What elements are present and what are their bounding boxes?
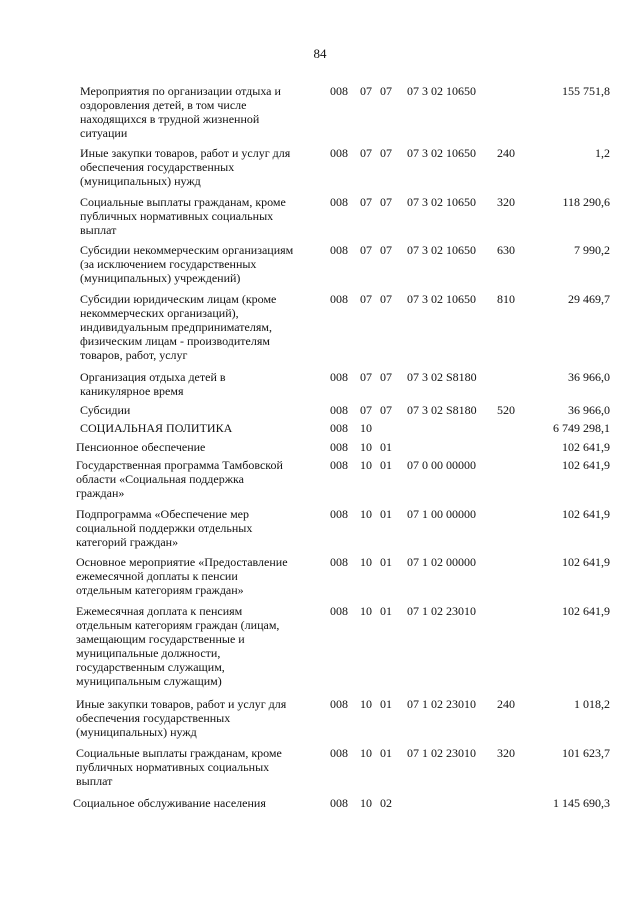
target-article-code: 07 0 00 00000 bbox=[407, 458, 476, 472]
row-name-line: находящихся в трудной жизненной bbox=[80, 112, 260, 126]
amount-value: 1 145 690,3 bbox=[553, 796, 610, 810]
subsection-code: 01 bbox=[380, 507, 392, 521]
grbs-code: 008 bbox=[330, 292, 348, 306]
row-name-line: каникулярное время bbox=[80, 384, 184, 398]
row-name-line: Пенсионное обеспечение bbox=[76, 440, 206, 454]
row-name-line: Субсидии bbox=[80, 403, 131, 417]
section-code: 10 bbox=[360, 507, 372, 521]
row-name-line: области «Социальная поддержка bbox=[76, 472, 244, 486]
grbs-code: 008 bbox=[330, 604, 348, 618]
grbs-code: 008 bbox=[330, 195, 348, 209]
amount-value: 101 623,7 bbox=[562, 746, 610, 760]
grbs-code: 008 bbox=[330, 697, 348, 711]
subsection-code: 01 bbox=[380, 697, 392, 711]
row-name bbox=[76, 555, 314, 597]
subsection-code: 07 bbox=[380, 292, 392, 306]
grbs-code: 008 bbox=[330, 458, 348, 472]
row-name-line: Субсидии некоммерческим организациям bbox=[80, 243, 294, 257]
row-name-line: граждан» bbox=[76, 486, 125, 500]
subsection-code: 07 bbox=[380, 403, 392, 417]
row-name-line: Мероприятия по организации отдыха и bbox=[80, 84, 281, 98]
amount-value: 1,2 bbox=[595, 146, 610, 160]
grbs-code: 008 bbox=[330, 746, 348, 760]
section-code: 10 bbox=[360, 440, 372, 454]
grbs-code: 008 bbox=[330, 440, 348, 454]
amount-value: 29 469,7 bbox=[568, 292, 610, 306]
section-code: 10 bbox=[360, 555, 372, 569]
target-article-code: 07 1 02 23010 bbox=[407, 746, 476, 760]
row-name-line: выплат bbox=[76, 774, 113, 788]
target-article-code: 07 1 02 23010 bbox=[407, 697, 476, 711]
row-name-line: ситуации bbox=[80, 126, 128, 140]
row-name-line: публичных нормативных социальных bbox=[76, 760, 270, 774]
target-article-code: 07 3 02 10650 bbox=[407, 292, 476, 306]
grbs-code: 008 bbox=[330, 796, 348, 810]
subsection-code: 01 bbox=[380, 746, 392, 760]
row-name-line: Государственная программа Тамбовской bbox=[76, 458, 283, 472]
amount-value: 155 751,8 bbox=[562, 84, 610, 98]
row-name-line: государственным служащим, bbox=[76, 660, 225, 674]
subsection-code: 07 bbox=[380, 84, 392, 98]
grbs-code: 008 bbox=[330, 370, 348, 384]
section-code: 07 bbox=[360, 370, 372, 384]
row-name bbox=[80, 403, 318, 417]
row-name bbox=[76, 697, 314, 739]
section-code: 07 bbox=[360, 195, 372, 209]
row-name-line: физическим лицам - производителям bbox=[80, 334, 270, 348]
row-name-line: обеспечения государственных bbox=[80, 160, 235, 174]
grbs-code: 008 bbox=[330, 146, 348, 160]
grbs-code: 008 bbox=[330, 243, 348, 257]
amount-value: 118 290,6 bbox=[562, 195, 610, 209]
section-code: 07 bbox=[360, 146, 372, 160]
grbs-code: 008 bbox=[330, 403, 348, 417]
row-name-line: Организация отдыха детей в bbox=[80, 370, 226, 384]
section-code: 07 bbox=[360, 84, 372, 98]
expense-type-code: 240 bbox=[497, 697, 515, 711]
section-code: 10 bbox=[360, 697, 372, 711]
row-name bbox=[80, 292, 318, 362]
row-name bbox=[80, 243, 318, 285]
page-number: 84 bbox=[313, 46, 327, 61]
row-name bbox=[80, 195, 318, 237]
grbs-code: 008 bbox=[330, 507, 348, 521]
row-name-line: публичных нормативных социальных bbox=[80, 209, 274, 223]
grbs-code: 008 bbox=[330, 421, 348, 435]
row-name-line: отдельным категориям граждан (лицам, bbox=[76, 618, 280, 632]
subsection-code: 07 bbox=[380, 370, 392, 384]
amount-value: 102 641,9 bbox=[562, 507, 610, 521]
expense-type-code: 810 bbox=[497, 292, 515, 306]
target-article-code: 07 3 02 10650 bbox=[407, 84, 476, 98]
expense-type-code: 320 bbox=[497, 746, 515, 760]
section-code: 07 bbox=[360, 403, 372, 417]
row-name-line: выплат bbox=[80, 223, 117, 237]
row-name-line: ежемесячной доплаты к пенсии bbox=[76, 569, 238, 583]
row-name-line: Иные закупки товаров, работ и услуг для bbox=[80, 146, 291, 160]
row-name-line: товаров, работ, услуг bbox=[80, 348, 188, 362]
row-name-line: Иные закупки товаров, работ и услуг для bbox=[76, 697, 287, 711]
subsection-code: 07 bbox=[380, 146, 392, 160]
amount-value: 102 641,9 bbox=[562, 604, 610, 618]
amount-value: 102 641,9 bbox=[562, 458, 610, 472]
row-name bbox=[73, 796, 311, 810]
row-name-line: (муниципальных) нужд bbox=[76, 725, 197, 739]
row-name-line: Ежемесячная доплата к пенсиям bbox=[76, 604, 243, 618]
subsection-code: 07 bbox=[380, 243, 392, 257]
target-article-code: 07 1 02 23010 bbox=[407, 604, 476, 618]
expense-type-code: 240 bbox=[497, 146, 515, 160]
amount-value: 1 018,2 bbox=[574, 697, 610, 711]
row-name-line: Социальные выплаты гражданам, кроме bbox=[80, 195, 286, 209]
subsection-code: 02 bbox=[380, 796, 392, 810]
section-code: 10 bbox=[360, 458, 372, 472]
subsection-code: 01 bbox=[380, 440, 392, 454]
row-name-line: (муниципальных) учреждений) bbox=[80, 271, 241, 285]
row-name-line: индивидуальным предпринимателям, bbox=[80, 320, 272, 334]
target-article-code: 07 3 02 10650 bbox=[407, 195, 476, 209]
row-name bbox=[80, 146, 318, 188]
row-name bbox=[76, 746, 314, 788]
row-name-line: Социальные выплаты гражданам, кроме bbox=[76, 746, 282, 760]
row-name-line: обеспечения государственных bbox=[76, 711, 231, 725]
row-name-line: отдельным категориям граждан» bbox=[76, 583, 244, 597]
subsection-code: 01 bbox=[380, 555, 392, 569]
row-name-line: Подпрограмма «Обеспечение мер bbox=[76, 507, 249, 521]
row-name bbox=[80, 84, 318, 140]
row-name-line: замещающим государственные и bbox=[76, 632, 245, 646]
row-name bbox=[80, 421, 318, 435]
row-name bbox=[80, 370, 318, 398]
amount-value: 102 641,9 bbox=[562, 555, 610, 569]
amount-value: 7 990,2 bbox=[574, 243, 610, 257]
grbs-code: 008 bbox=[330, 84, 348, 98]
row-name-line: Социальное обслуживание населения bbox=[73, 796, 266, 810]
row-name-line: муниципальные должности, bbox=[76, 646, 221, 660]
row-name-line: СОЦИАЛЬНАЯ ПОЛИТИКА bbox=[80, 421, 233, 435]
section-code: 10 bbox=[360, 421, 372, 435]
target-article-code: 07 3 02 10650 bbox=[407, 146, 476, 160]
section-code: 10 bbox=[360, 796, 372, 810]
section-code: 07 bbox=[360, 243, 372, 257]
row-name bbox=[76, 604, 314, 688]
row-name-line: категорий граждан» bbox=[76, 535, 179, 549]
target-article-code: 07 1 02 00000 bbox=[407, 555, 476, 569]
row-name bbox=[76, 458, 314, 500]
subsection-code: 01 bbox=[380, 604, 392, 618]
row-name bbox=[76, 507, 314, 549]
expense-type-code: 320 bbox=[497, 195, 515, 209]
grbs-code: 008 bbox=[330, 555, 348, 569]
row-name-line: Основное мероприятие «Предоставление bbox=[76, 555, 288, 569]
subsection-code: 01 bbox=[380, 458, 392, 472]
row-name-line: некоммерческих организаций), bbox=[80, 306, 239, 320]
target-article-code: 07 3 02 S8180 bbox=[407, 370, 477, 384]
section-code: 07 bbox=[360, 292, 372, 306]
amount-value: 6 749 298,1 bbox=[553, 421, 610, 435]
row-name-line: (за исключением государственных bbox=[80, 257, 257, 271]
subsection-code: 07 bbox=[380, 195, 392, 209]
row-name-line: оздоровления детей, в том числе bbox=[80, 98, 247, 112]
row-name bbox=[76, 440, 314, 454]
amount-value: 36 966,0 bbox=[568, 370, 610, 384]
section-code: 10 bbox=[360, 746, 372, 760]
expense-type-code: 630 bbox=[497, 243, 515, 257]
row-name-line: (муниципальных) нужд bbox=[80, 174, 201, 188]
row-name-line: социальной поддержки отдельных bbox=[76, 521, 253, 535]
section-code: 10 bbox=[360, 604, 372, 618]
row-name-line: Субсидии юридическим лицам (кроме bbox=[80, 292, 277, 306]
amount-value: 102 641,9 bbox=[562, 440, 610, 454]
row-name-line: муниципальным служащим) bbox=[76, 674, 222, 688]
expense-type-code: 520 bbox=[497, 403, 515, 417]
target-article-code: 07 3 02 10650 bbox=[407, 243, 476, 257]
target-article-code: 07 1 00 00000 bbox=[407, 507, 476, 521]
target-article-code: 07 3 02 S8180 bbox=[407, 403, 477, 417]
amount-value: 36 966,0 bbox=[568, 403, 610, 417]
